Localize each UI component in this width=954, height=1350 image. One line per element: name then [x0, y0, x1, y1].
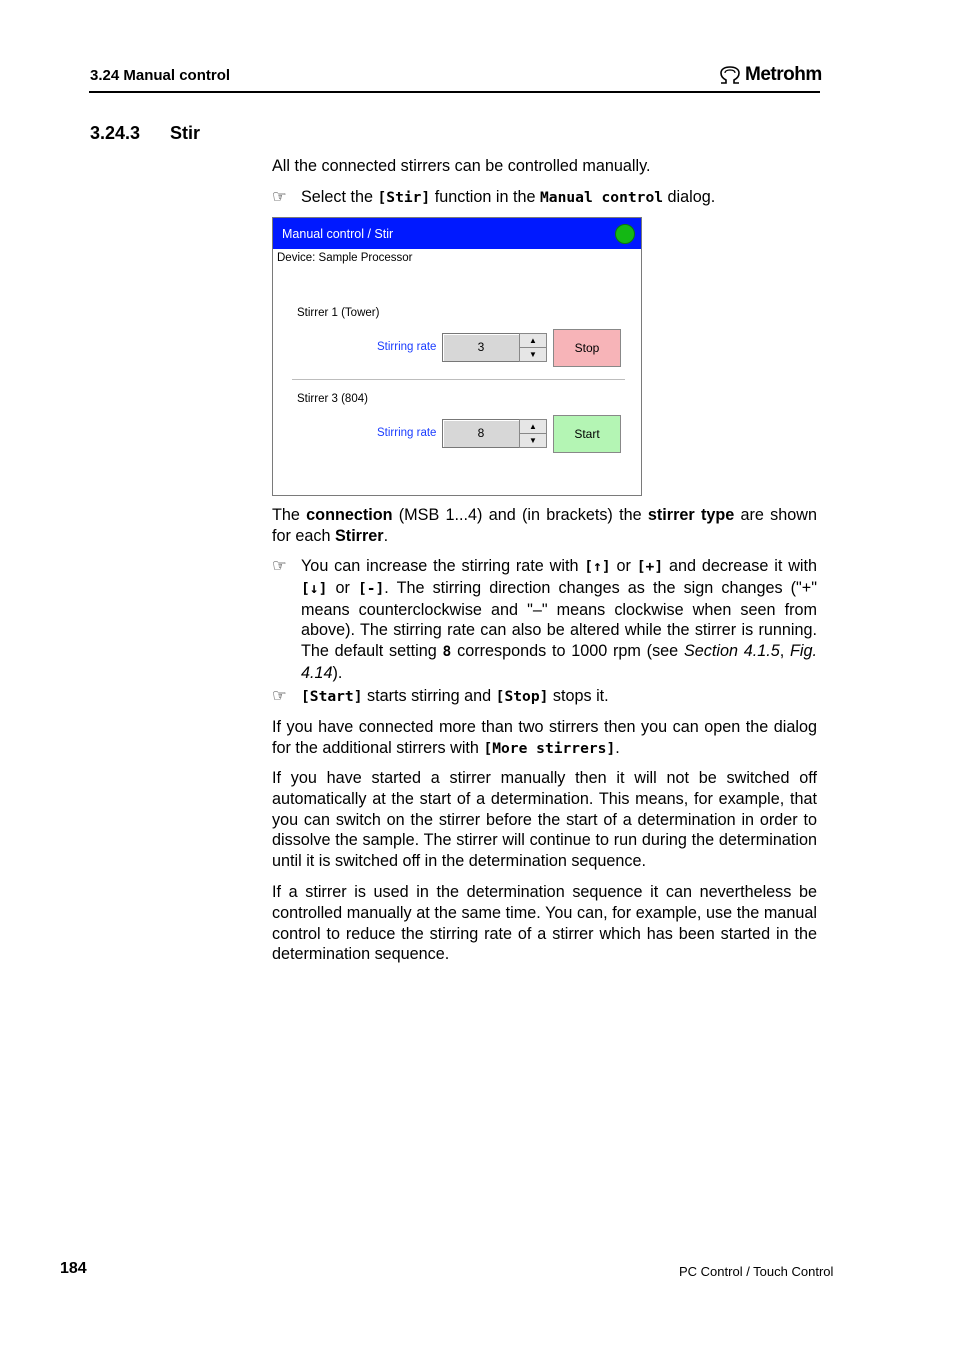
text: . — [615, 738, 620, 757]
bold-stirrer-type: stirrer type — [647, 506, 735, 524]
text: corresponds to 1000 rpm (see — [451, 642, 684, 661]
separator — [292, 379, 625, 380]
section-number: 3.24.3 — [90, 123, 141, 143]
manual-start-paragraph: If you have started a stirrer manually then it will not be switched off automatically at the start of a determination. This means, for example, that you can switch on the stirrer before the start of a determination in order to dissolve the sample. The stirrer will continue to run during the determination until it is switched off in the determination sequence. — [272, 769, 817, 871]
more-stirrers-paragraph — [272, 717, 817, 760]
omega-logo-icon — [718, 66, 742, 84]
stirrer2-label: Stirrer 3 (804) — [297, 393, 368, 405]
key-stir: [Stir] — [377, 189, 431, 206]
section-title — [90, 123, 200, 144]
key-manual-control: Manual control — [540, 189, 664, 206]
bold-stirrer: Stirrer — [335, 526, 384, 545]
bold-connection: connection — [306, 506, 393, 524]
connection-paragraph — [272, 505, 817, 547]
pointing-hand-icon: ☞ — [272, 188, 287, 206]
text: dialog. — [663, 188, 716, 206]
text: Select the — [301, 188, 378, 206]
key-minus: [-] — [357, 579, 385, 597]
text: . The stirring direction changes as the sign changes ("+" means counterclockwise and "–" means clockwise when seen from above). The stirring rate can also be altered while the stirrer is running. The default setting — [301, 578, 817, 661]
text: , — [779, 642, 791, 661]
text: The — [272, 506, 307, 524]
section-reference: Section 4.1.5 — [683, 642, 780, 661]
text: You can increase the stirring rate with — [301, 557, 585, 575]
header-rule — [89, 91, 820, 93]
text: starts stirring and — [362, 687, 496, 705]
stirrer1-label: Stirrer 1 (Tower) — [297, 307, 380, 319]
section-name: Stir — [170, 123, 201, 143]
brand-name: Metrohm — [745, 64, 822, 85]
stirrer1-rate-up-button[interactable]: ▲ — [519, 333, 547, 348]
instruction-select-stir — [272, 187, 817, 209]
stirrer2-rate-label: Stirring rate — [377, 427, 437, 439]
dialog-title-bar — [273, 218, 641, 249]
figure-reference: Fig. 4.14 — [301, 642, 818, 682]
key-up: [↑] — [584, 558, 611, 575]
stirrer2-rate-field[interactable]: 8 — [442, 419, 520, 448]
manual-control-stir-dialog — [272, 217, 642, 496]
instruction-stirring-rate — [272, 556, 817, 684]
stirrer2-rate-down-button[interactable]: ▼ — [519, 433, 547, 448]
text: and decrease it with — [663, 557, 817, 575]
stirrer1-stop-button[interactable]: Stop — [553, 329, 621, 367]
intro-paragraph: All the connected stirrers can be controlled manually. — [272, 157, 651, 175]
text: (MSB 1...4) and (in brackets) the — [392, 506, 648, 524]
text: . — [383, 526, 389, 545]
stirrer1-rate-field[interactable]: 3 — [442, 333, 520, 362]
text: ). — [332, 663, 343, 682]
page-number: 184 — [60, 1260, 87, 1277]
text: If you have connected more than two stirrers then you can open the dialog for the additional stirrers with — [272, 718, 817, 757]
pointing-hand-icon: ☞ — [272, 557, 287, 575]
instruction-start-stop — [272, 686, 817, 708]
dialog-title: Manual control / Stir — [282, 227, 394, 241]
running-header-section: 3.24 Manual control — [90, 67, 231, 84]
stirrer2-rate-up-button[interactable]: ▲ — [519, 419, 547, 434]
key-more-stirrers: [More stirrers] — [483, 739, 616, 757]
key-down: [↓] — [301, 579, 328, 597]
stirrer1-rate-down-button[interactable]: ▼ — [519, 347, 547, 362]
sequence-paragraph: If a stirrer is used in the determination sequence it can nevertheless be controlled manually at the same time. You can, for example, use the manual control to reduce the stirring rate of a stirrer which has been started in the determination sequence. — [272, 883, 817, 964]
text: stops it. — [548, 687, 609, 705]
footer-product: PC Control / Touch Control — [679, 1264, 834, 1279]
pointing-hand-icon: ☞ — [272, 687, 287, 705]
text: or — [610, 557, 637, 575]
brand-logo — [718, 64, 822, 86]
key-stop: [Stop] — [495, 688, 549, 705]
key-plus: [+] — [636, 558, 664, 575]
stirrer1-rate-label: Stirring rate — [377, 341, 437, 353]
status-led-icon — [615, 224, 635, 244]
text: are shown for each — [272, 506, 817, 545]
default-setting-value: 8 — [442, 643, 452, 661]
text: function in the — [430, 188, 541, 206]
key-start: [Start] — [301, 688, 363, 705]
device-label: Device: Sample Processor — [277, 252, 413, 264]
text: or — [327, 578, 358, 597]
stirrer2-start-button[interactable]: Start — [553, 415, 621, 453]
